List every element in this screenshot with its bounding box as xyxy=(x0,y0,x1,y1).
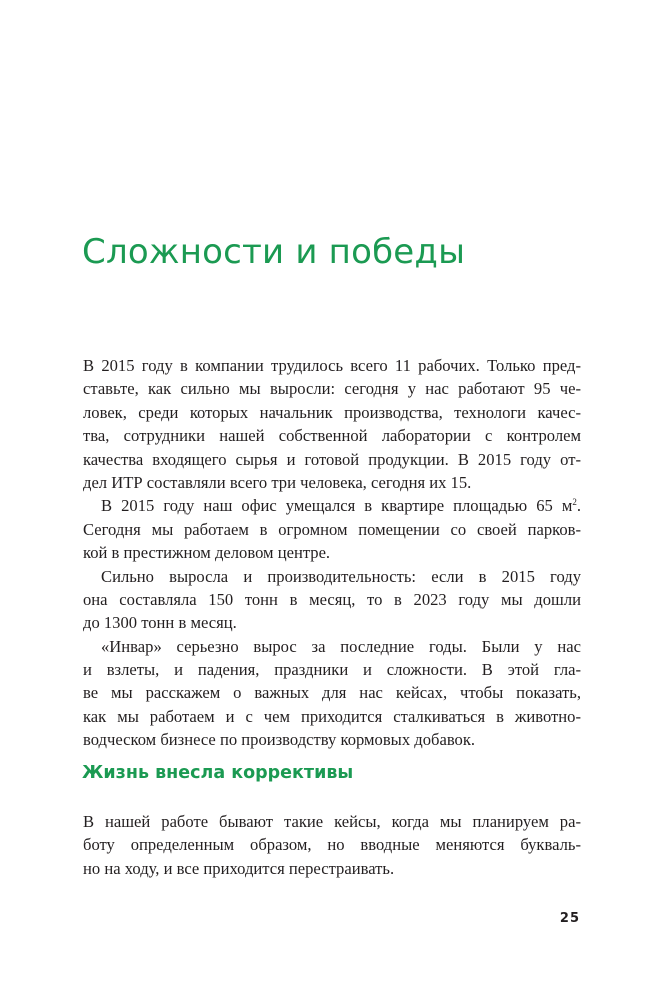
paragraph-5 xyxy=(83,810,581,880)
text-line: до 1300 тонн в месяц. xyxy=(83,613,237,633)
text-run: В 2015 году наш офис умещался в квартире площадью 65 м xyxy=(101,496,573,516)
superscript: 2 xyxy=(572,497,577,508)
text-line: но на ходу, и все приходится перестраивать. xyxy=(83,858,395,878)
text-line: и взлеты, и падения, праздники и сложности. В этой гла- xyxy=(83,660,581,680)
text-line: водческом бизнесе по производству кормовых добавок. xyxy=(83,730,476,750)
text-line: ве мы расскажем о важных для нас кейсах, чтобы показать, xyxy=(83,683,581,703)
text-line: боту определенным образом, но вводные меняются букваль- xyxy=(83,835,581,855)
text-line: Сегодня мы работаем в огромном помещении со своей парков- xyxy=(83,519,581,539)
chapter-title: Сложности и победы xyxy=(82,232,466,272)
paragraph-1 xyxy=(83,354,581,494)
main-text-block xyxy=(83,354,581,752)
paragraph-3 xyxy=(83,565,581,635)
text-line: ставьте, как сильно мы выросли: сегодня у нас работают 95 че- xyxy=(83,379,581,399)
text-line: В 2015 году в компании трудилось всего 11 рабочих. Только пред- xyxy=(83,356,581,375)
paragraph-2 xyxy=(83,494,581,564)
text-line: кой в престижном деловом центре. xyxy=(83,543,331,563)
page-number: 25 xyxy=(559,911,580,926)
text-line xyxy=(83,494,581,517)
text-line: тва, сотрудники нашей собственной лаборатории с контролем xyxy=(83,426,581,446)
text-line: «Инвар» серьезно вырос за последние годы. Были у нас xyxy=(101,636,581,656)
text-run: . xyxy=(576,496,581,516)
section-text-block xyxy=(83,810,581,880)
text-line: ловек, среди которых начальник производства, технологи качес- xyxy=(83,402,581,422)
section-heading: Жизнь внесла коррективы xyxy=(82,763,354,783)
paragraph-4 xyxy=(83,635,581,752)
text-line: как мы работаем и с чем приходится сталкиваться в животно- xyxy=(83,706,581,726)
text-line: дел ИТР составляли всего три человека, сегодня их 15. xyxy=(83,472,472,492)
text-line: она составляла 150 тонн в месяц, то в 2023 году мы дошли xyxy=(83,589,581,609)
text-line: В нашей работе бывают такие кейсы, когда мы планируем ра- xyxy=(83,812,581,831)
text-line: качества входящего сырья и готовой продукции. В 2015 году от- xyxy=(83,449,581,469)
text-line: Сильно выросла и производительность: если в 2015 году xyxy=(101,566,581,586)
